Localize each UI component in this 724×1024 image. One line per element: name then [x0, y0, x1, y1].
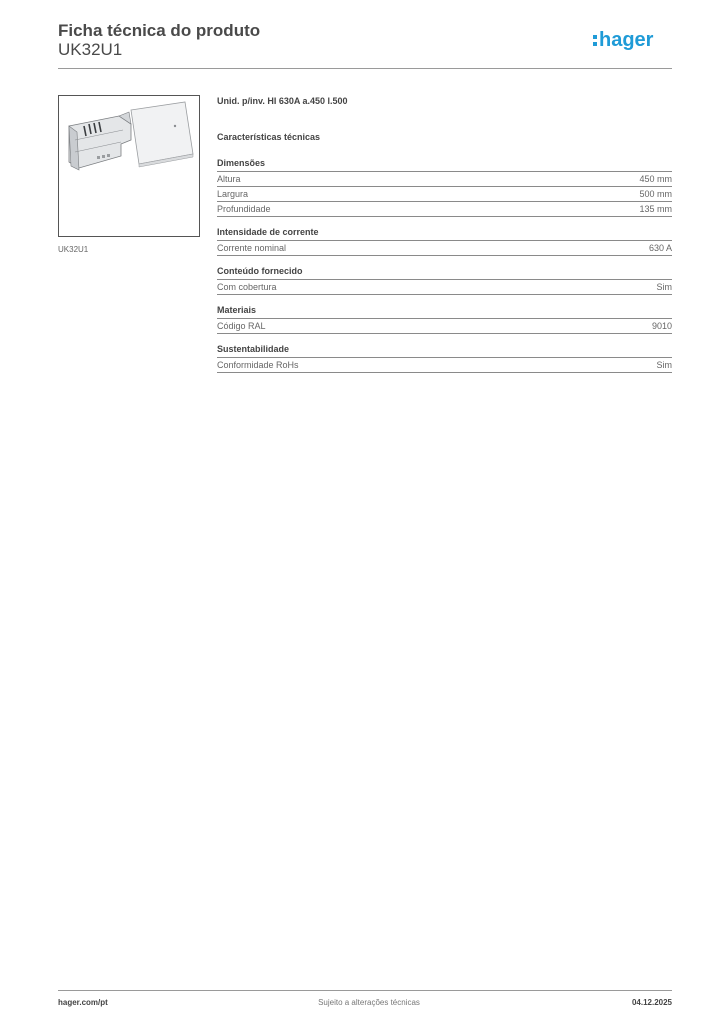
- spec-label: Largura: [217, 189, 249, 199]
- product-image: [58, 95, 200, 237]
- spec-group-materials: [217, 304, 672, 334]
- footer-divider: [58, 990, 672, 991]
- spec-label: Com cobertura: [217, 282, 277, 292]
- hager-logo: [592, 27, 674, 55]
- spec-label: Código RAL: [217, 321, 266, 331]
- image-caption: UK32U1: [58, 245, 89, 254]
- spec-group-sustainability: [217, 343, 672, 373]
- spec-label: Profundidade: [217, 204, 271, 214]
- spec-value: 500 mm: [639, 189, 672, 199]
- spec-section: [217, 94, 672, 382]
- product-designation: Unid. p/inv. HI 630A a.450 l.500: [217, 96, 348, 106]
- spec-value: Sim: [656, 360, 672, 370]
- spec-row-with-cover: [217, 280, 672, 295]
- spec-value: 135 mm: [639, 204, 672, 214]
- technical-characteristics-heading: Características técnicas: [217, 132, 321, 142]
- spec-row-rated-current: [217, 241, 672, 256]
- spec-label: Corrente nominal: [217, 243, 287, 253]
- logo-dot-top: [593, 35, 597, 39]
- logo-dot-bottom: [593, 42, 597, 46]
- spec-row-width: [217, 187, 672, 202]
- spec-value: Sim: [656, 282, 672, 292]
- product-illustration: [59, 96, 199, 236]
- footer-disclaimer: Sujeito a alterações técnicas: [318, 998, 420, 1007]
- spec-row-depth: [217, 202, 672, 217]
- spec-label: Conformidade RoHs: [217, 360, 299, 370]
- spec-group-current: [217, 226, 672, 256]
- product-code: UK32U1: [58, 40, 123, 59]
- spec-row-ral-code: [217, 319, 672, 334]
- footer-date: 04.12.2025: [631, 998, 672, 1007]
- spec-label: Altura: [217, 174, 241, 184]
- page-title: Ficha técnica do produto: [58, 21, 261, 40]
- group-heading: Dimensões: [217, 157, 672, 172]
- spec-group-dimensions: [217, 157, 672, 217]
- group-heading: Intensidade de corrente: [217, 226, 672, 241]
- logo-text: hager: [599, 29, 654, 51]
- footer-website-link[interactable]: hager.com/pt: [58, 998, 108, 1007]
- group-heading: Conteúdo fornecido: [217, 265, 672, 280]
- spec-value: 450 mm: [639, 174, 672, 184]
- header-divider: [58, 68, 672, 69]
- spec-row-height: [217, 172, 672, 187]
- group-heading: Materiais: [217, 304, 672, 319]
- spec-row-rohs: [217, 358, 672, 373]
- spec-value: 630 A: [648, 243, 672, 253]
- group-heading: Sustentabilidade: [217, 343, 672, 358]
- spec-value: 9010: [651, 321, 672, 331]
- spec-group-contents: [217, 265, 672, 295]
